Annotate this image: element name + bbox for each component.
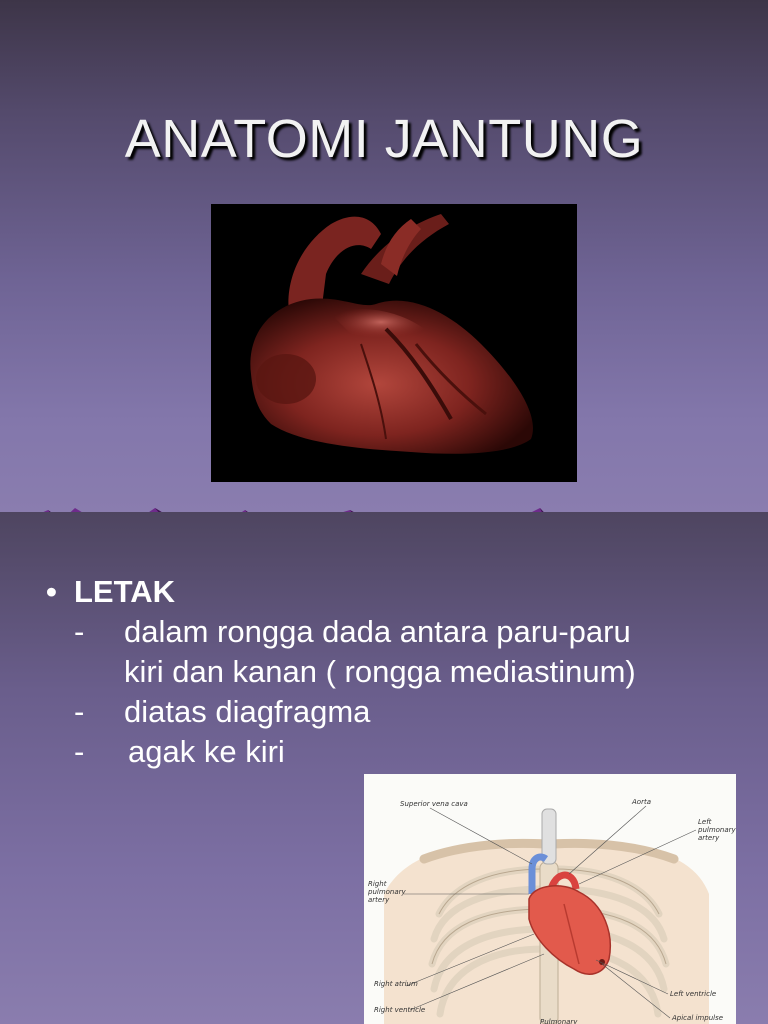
label-left-pulmonary-artery: Left pulmonary artery: [698, 818, 736, 842]
heart-illustration: [211, 204, 577, 482]
bullet-dot: •: [46, 574, 57, 609]
slide-letak: [0, 512, 768, 1024]
sub-item-2: [46, 692, 636, 732]
slide-title-text: ANATOMI JANTUNG: [124, 109, 644, 169]
sub-item-1-continuation: kiri dan kanan ( rongga mediastinum): [124, 654, 636, 689]
label-aorta: Aorta: [632, 798, 651, 806]
label-right-pulmonary-artery: Right pulmonary artery: [368, 880, 406, 904]
bullet-list: [46, 572, 636, 772]
bullet-heading-text: LETAK: [74, 574, 176, 609]
label-left-ventricle: Left ventricle: [670, 990, 717, 998]
ribcage-illustration: [364, 774, 736, 1024]
sub-item-text: agak ke kiri: [128, 734, 285, 769]
dash: -: [74, 734, 85, 769]
heart-photo: [211, 204, 577, 482]
label-apical-impulse: Apical impulse: [672, 1014, 724, 1022]
sub-item-text: dalam rongga dada antara paru-paru: [124, 614, 631, 649]
bullet-heading: [46, 572, 636, 612]
heart-position-diagram: [364, 774, 736, 1024]
sub-item-text: diatas diagfragma: [124, 694, 371, 729]
label-pulmonary: Pulmonary: [540, 1018, 578, 1024]
label-right-ventricle: Right ventricle: [374, 1006, 426, 1014]
dash: -: [74, 694, 85, 729]
label-superior-vena-cava: Superior vena cava: [400, 800, 468, 808]
sub-item-3: [46, 732, 636, 772]
label-right-atrium: Right atrium: [374, 980, 418, 988]
sub-item-1: [46, 612, 636, 652]
mountain-range-decoration: [0, 490, 768, 512]
dash: -: [74, 614, 85, 649]
